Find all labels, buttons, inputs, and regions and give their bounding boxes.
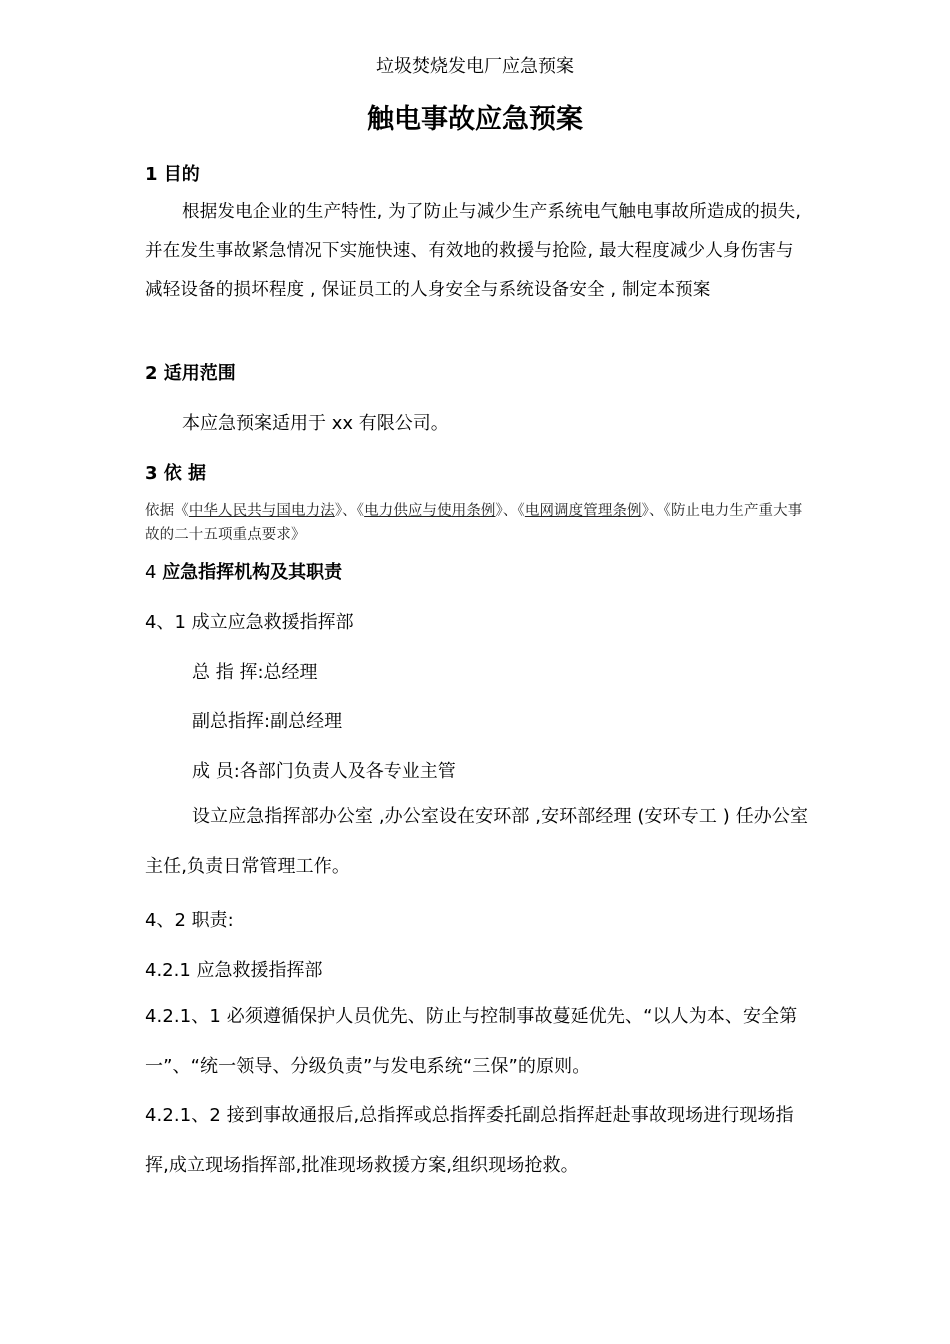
section-2-heading: 2 适用范围 xyxy=(145,363,236,384)
law-link-electricity[interactable]: 中华人民共与国电力法 xyxy=(188,503,335,519)
section-4-2-1-2: 4.2.1、2 接到事故通报后,总指挥或总指挥委托副总指挥赶赴事故现场进行现场指挥,成立现场指挥部,批准现场救援方案,组织现场抢救。 xyxy=(145,1105,794,1176)
section-4-heading xyxy=(145,558,810,584)
section-4-1: 4、1 成立应急救援指挥部 xyxy=(145,612,354,633)
law-link-supply[interactable]: 电力供应与使用条例 xyxy=(364,503,496,519)
section-3-heading: 3 依 据 xyxy=(145,463,207,484)
section-1-heading: 1 目的 xyxy=(145,164,200,185)
basis-separator: 》、《 xyxy=(334,503,365,519)
page-header: 垃圾焚烧发电厂应急预案 xyxy=(376,56,574,77)
deputy-commander: 副总指挥:副总经理 xyxy=(192,711,343,732)
section-4-2-1-1: 4.2.1、1 必须遵循保护人员优先、防止与控制事故蔓延优先、“以人为本、安全第一”、“统一领导、分级负责”与发电系统“三保”的原则。 xyxy=(145,1006,798,1077)
basis-separator: 》、《 xyxy=(495,503,525,519)
document-title: 触电事故应急预案 xyxy=(367,104,583,135)
law-link-dispatch[interactable]: 电网调度管理条例 xyxy=(524,503,642,519)
basis-prefix: 依据《 xyxy=(145,503,189,519)
section-4-2-1: 4.2.1 应急救援指挥部 xyxy=(145,960,323,981)
section-4-2: 4、2 职责: xyxy=(145,910,234,931)
chief-commander: 总 指 挥:总经理 xyxy=(192,662,318,683)
members: 成 员:各部门负责人及各专业主管 xyxy=(192,761,456,782)
section-2-body: 本应急预案适用于 xx 有限公司。 xyxy=(182,413,449,434)
basis-rest: 》、《防止电力生产重大事故的二十五项重点要求》 xyxy=(145,503,803,543)
section-4-title: 应急指挥机构及其职责 xyxy=(162,562,343,583)
section-3-basis xyxy=(145,499,810,547)
office-paragraph: 设立应急指挥部办公室 ,办公室设在安环部 ,安环部经理 (安环专工 ) 任办公室主任,负责日常管理工作。 xyxy=(145,806,809,877)
section-1-body: 根据发电企业的生产特性, 为了防止与减少生产系统电气触电事故所造成的损失, 并在发生事故紧急情况下实施快速、有效地的救援与抢险, 最大程度减少人身伤害与减轻设备的损坏程度 , 保证员工的人身安全与系统设备安全 , 制定本预案 xyxy=(145,202,802,300)
section-4-number: 4 xyxy=(145,562,163,583)
